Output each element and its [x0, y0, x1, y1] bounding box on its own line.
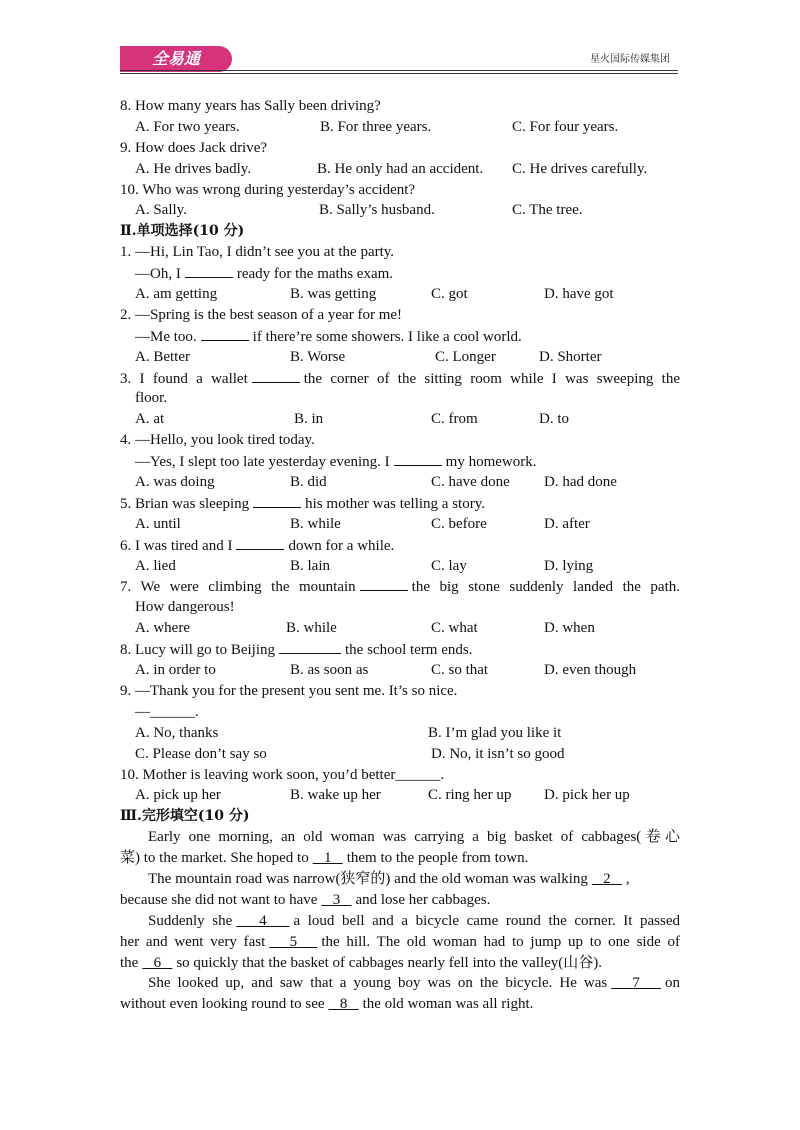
cloze-blank: 3 [332, 891, 341, 908]
options-row [120, 744, 680, 765]
cloze-blank: 8 [339, 996, 348, 1013]
option: D. have got [544, 286, 614, 303]
options-row [120, 514, 680, 535]
passage-text: She looked up, and saw that a young boy was on the bicycle. He was [148, 975, 608, 992]
publisher-name: 星火国际传媒集团 [590, 54, 670, 65]
question-text: ready for the maths exam. [236, 266, 394, 283]
option: A. at [135, 411, 165, 428]
question-line [120, 263, 680, 284]
question: 1. —Hi, Lin Tao, I didn’t see you at the party. [120, 244, 395, 261]
question-line [120, 493, 680, 514]
option: A. in order to [135, 662, 216, 679]
question-text: his mother was telling a story. [305, 495, 485, 512]
passage-text: The mountain road was narrow(狭窄的) and the old woman was walking [148, 870, 588, 887]
option: B. wake up her [290, 787, 381, 804]
cloze-blank: 5 [289, 933, 298, 950]
passage-line: Early one morning, an old woman was carrying a big basket of cabbages(卷心 [148, 829, 680, 846]
passage-text: and lose her cabbages. [355, 891, 491, 908]
passage-line [120, 890, 680, 911]
question-text: 7. We were climbing the mountain [120, 579, 356, 596]
option: B. in [294, 411, 324, 428]
page-header [0, 0, 800, 80]
passage-line [120, 973, 680, 994]
question-text: —Oh, I [135, 266, 181, 283]
cloze-blank: 2 [603, 870, 611, 887]
passage-text: a loud bell and a bicycle came round the corner. It passed [293, 912, 680, 929]
question: 8. How many years has Sally been driving? [120, 98, 381, 114]
option: C. have done [431, 474, 510, 491]
passage-line [120, 869, 680, 890]
option: C. what [431, 620, 478, 637]
question-text: How dangerous! [135, 599, 235, 616]
option: C. The tree. [512, 202, 583, 219]
section-title: Ⅲ.完形填空(10 分) [120, 808, 250, 825]
option: C. Please don’t say so [135, 745, 267, 762]
option: B. Worse [290, 348, 346, 365]
cloze-blank: 6 [153, 954, 162, 971]
question-line [120, 326, 680, 347]
passage-text: the hill. The old woman had to jump up to one side of [321, 933, 680, 950]
question-text: the corner of the sitting room while I was sweeping the [303, 370, 680, 387]
option: A. Sally. [135, 202, 187, 219]
question-line [120, 639, 680, 660]
passage-text: without even looking round to see [120, 996, 325, 1013]
option: B. while [290, 515, 341, 532]
question-text: —Me too. [135, 328, 197, 345]
answer-blank [253, 493, 301, 508]
option: D. even though [544, 662, 637, 679]
option: A. was doing [135, 474, 215, 491]
question-text: 6. I was tired and I [120, 537, 233, 554]
options-row [120, 159, 680, 180]
option: D. Shorter [539, 348, 602, 365]
option: C. got [431, 286, 468, 303]
passage-text: the old woman was all right. [362, 996, 534, 1013]
option: C. before [431, 515, 487, 532]
answer-blank [252, 368, 300, 383]
answer-blank [279, 639, 341, 654]
options-row [120, 200, 680, 221]
option: D. after [544, 515, 590, 532]
answer-blank [236, 535, 284, 550]
option: A. am getting [135, 286, 218, 303]
passage-line [120, 953, 680, 974]
options-row [120, 347, 680, 368]
passage-text: her and went very fast [120, 933, 266, 950]
question: 10. Who was wrong during yesterday’s accident? [120, 181, 416, 198]
question: 9. How does Jack drive? [120, 139, 268, 156]
section-title: Ⅱ.单项选择(10 分) [120, 223, 245, 240]
cloze-blank: 7 [632, 975, 640, 992]
option: C. ring her up [428, 787, 512, 804]
options-row [120, 723, 680, 744]
option: D. to [539, 411, 569, 428]
cloze-blank: 1 [323, 850, 332, 867]
passage-line [120, 848, 680, 869]
question-line [120, 451, 680, 472]
option: A. pick up her [135, 787, 221, 804]
option: A. until [135, 515, 181, 532]
passage-text: so quickly that the basket of cabbages nearly fell into the valley(山谷). [176, 954, 603, 971]
option: B. For three years. [320, 118, 432, 135]
passage-text: , [625, 870, 630, 887]
option: B. I’m glad you like it [428, 724, 562, 741]
question-line [120, 368, 680, 389]
option: B. as soon as [290, 662, 369, 679]
option: D. pick her up [544, 787, 630, 804]
option: A. No, thanks [135, 724, 219, 741]
options-row [120, 556, 680, 577]
option: D. when [544, 620, 595, 637]
option: A. lied [135, 557, 176, 574]
passage-text: the [120, 954, 139, 971]
option: A. where [135, 620, 190, 637]
question-text: the big stone suddenly landed the path. [411, 579, 680, 596]
question-text: ______. [395, 766, 445, 783]
options-row [120, 117, 680, 138]
passage-text: Suddenly she [148, 912, 233, 929]
question: 9. —Thank you for the present you sent me. It’s so nice. [120, 682, 458, 699]
options-row [120, 618, 680, 639]
options-row [120, 785, 680, 806]
options-row [120, 409, 680, 430]
question-text: if there’re some showers. I like a cool world. [252, 328, 522, 345]
option: C. Longer [435, 348, 496, 365]
answer-blank [201, 326, 249, 341]
options-row [120, 284, 680, 305]
option: D. No, it isn’t so good [431, 745, 565, 762]
page-content [120, 96, 680, 1015]
question-text: down for a while. [288, 537, 395, 554]
option: B. while [286, 620, 337, 637]
question-text: my homework. [445, 454, 537, 471]
question-line [120, 535, 680, 556]
passage-text: on [665, 975, 681, 992]
question-text: 3. I found a wallet [120, 370, 248, 387]
option: C. from [431, 411, 478, 428]
question-line [120, 765, 680, 786]
passage-text: because she did not want to have [120, 891, 318, 908]
question-text: the school term ends. [345, 642, 473, 659]
passage-text: 菜) to the market. She hoped to [120, 850, 309, 867]
option: C. lay [431, 557, 467, 574]
question-text: floor. [135, 390, 168, 407]
passage-line [120, 911, 680, 932]
question-text: 10. Mother is leaving work soon, you’d better [120, 766, 396, 783]
question-line [120, 576, 680, 597]
option: C. so that [431, 662, 489, 679]
header-rule [120, 73, 678, 74]
option: A. Better [135, 348, 190, 365]
option: B. lain [290, 557, 330, 574]
option: B. He only had an accident. [317, 160, 484, 177]
question: 2. —Spring is the best season of a year for me! [120, 306, 403, 323]
passage-line [120, 994, 680, 1015]
option: C. He drives carefully. [512, 160, 648, 177]
option: B. did [290, 474, 327, 491]
option: A. For two years. [135, 118, 240, 135]
passage-line [120, 932, 680, 953]
question-text: —______. [135, 703, 199, 720]
answer-blank [185, 263, 233, 278]
header-rule [120, 70, 678, 71]
question: 4. —Hello, you look tired today. [120, 432, 315, 449]
option: C. For four years. [512, 118, 619, 135]
question-text: —Yes, I slept too late yesterday evening. I [135, 454, 390, 471]
options-row [120, 660, 680, 681]
passage-text: them to the people from town. [346, 850, 529, 867]
option: D. had done [544, 474, 617, 491]
answer-blank [360, 576, 408, 591]
option: D. lying [544, 557, 594, 574]
option: B. Sally’s husband. [319, 202, 435, 219]
answer-blank [394, 451, 442, 466]
question-text: 8. Lucy will go to Beijing [120, 642, 275, 659]
options-row [120, 472, 680, 493]
option: B. was getting [290, 286, 377, 303]
question-text: 5. Brian was sleeping [120, 495, 250, 512]
option: A. He drives badly. [135, 160, 252, 177]
cloze-blank: 4 [259, 912, 267, 929]
brand-logo: 全易通 [120, 46, 232, 72]
